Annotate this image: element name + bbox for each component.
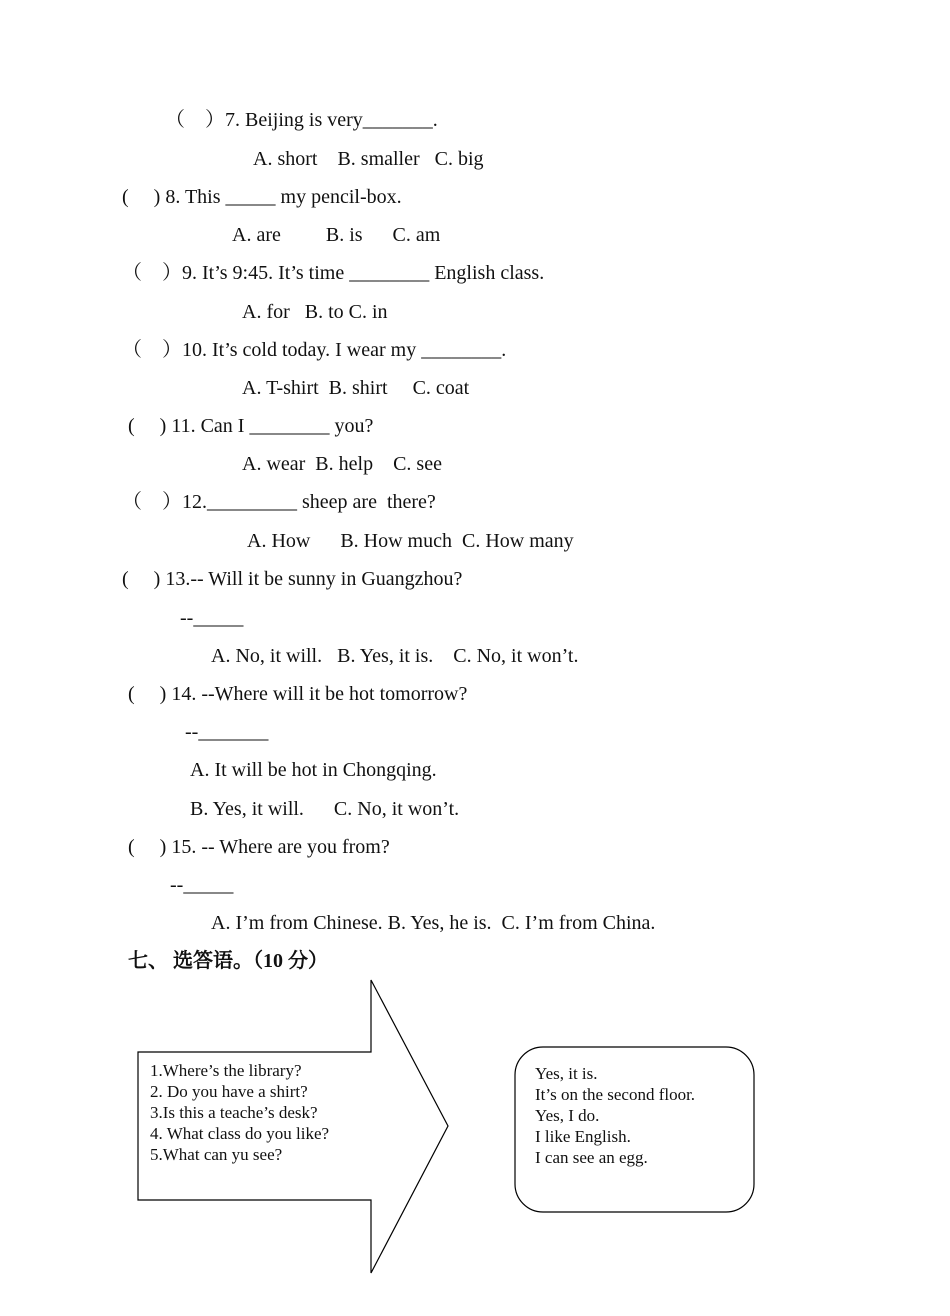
- question-9-options: A. for B. to C. in: [242, 301, 388, 323]
- arrow-item-5: 5.What can yu see?: [150, 1145, 283, 1164]
- arrow-item-4: 4. What class do you like?: [150, 1124, 330, 1143]
- question-13-stem: ( ) 13.-- Will it be sunny in Guangzhou?: [122, 568, 463, 590]
- question-10-options: A. T-shirt B. shirt C. coat: [242, 377, 470, 399]
- question-13-options: A. No, it will. B. Yes, it is. C. No, it won’t.: [211, 645, 579, 667]
- question-11-options: A. wear B. help C. see: [242, 453, 442, 475]
- question-15-reply: --_____: [170, 874, 234, 896]
- question-11-stem: ( ) 11. Can I ________ you?: [128, 415, 374, 437]
- question-14-option-a: A. It will be hot in Chongqing.: [190, 759, 437, 781]
- question-7-stem: （ ）7. Beijing is very_______.: [165, 109, 438, 131]
- arrow-item-2: 2. Do you have a shirt?: [150, 1082, 308, 1101]
- question-15-stem: ( ) 15. -- Where are you from?: [128, 836, 390, 858]
- answer-item-4: I like English.: [535, 1127, 631, 1146]
- question-13-reply: --_____: [180, 607, 244, 629]
- section-7-heading: 七、 选答语。（10 分）: [128, 950, 328, 972]
- arrow-item-1: 1.Where’s the library?: [150, 1061, 302, 1080]
- question-15-options: A. I’m from Chinese. B. Yes, he is. C. I’m from China.: [211, 912, 656, 934]
- answer-item-2: It’s on the second floor.: [535, 1085, 696, 1104]
- answer-item-3: Yes, I do.: [535, 1106, 600, 1125]
- question-8-stem: ( ) 8. This _____ my pencil-box.: [122, 186, 402, 208]
- question-9-stem: （ ）9. It’s 9:45. It’s time ________ English class.: [122, 262, 545, 284]
- question-7-options: A. short B. smaller C. big: [253, 148, 484, 170]
- question-10-stem: （ ）10. It’s cold today. I wear my ________.: [122, 339, 507, 361]
- answer-item-1: Yes, it is.: [535, 1064, 598, 1083]
- question-14-stem: ( ) 14. --Where will it be hot tomorrow?: [128, 683, 468, 705]
- answer-item-5: I can see an egg.: [535, 1148, 648, 1167]
- question-14-reply: --_______: [185, 721, 269, 743]
- arrow-item-3: 3.Is this a teache’s desk?: [150, 1103, 318, 1122]
- question-12-stem: （ ）12._________ sheep are there?: [122, 491, 436, 513]
- question-12-options: A. How B. How much C. How many: [247, 530, 574, 552]
- question-14-option-bc: B. Yes, it will. C. No, it won’t.: [190, 798, 460, 820]
- question-8-options: A. are B. is C. am: [232, 224, 441, 246]
